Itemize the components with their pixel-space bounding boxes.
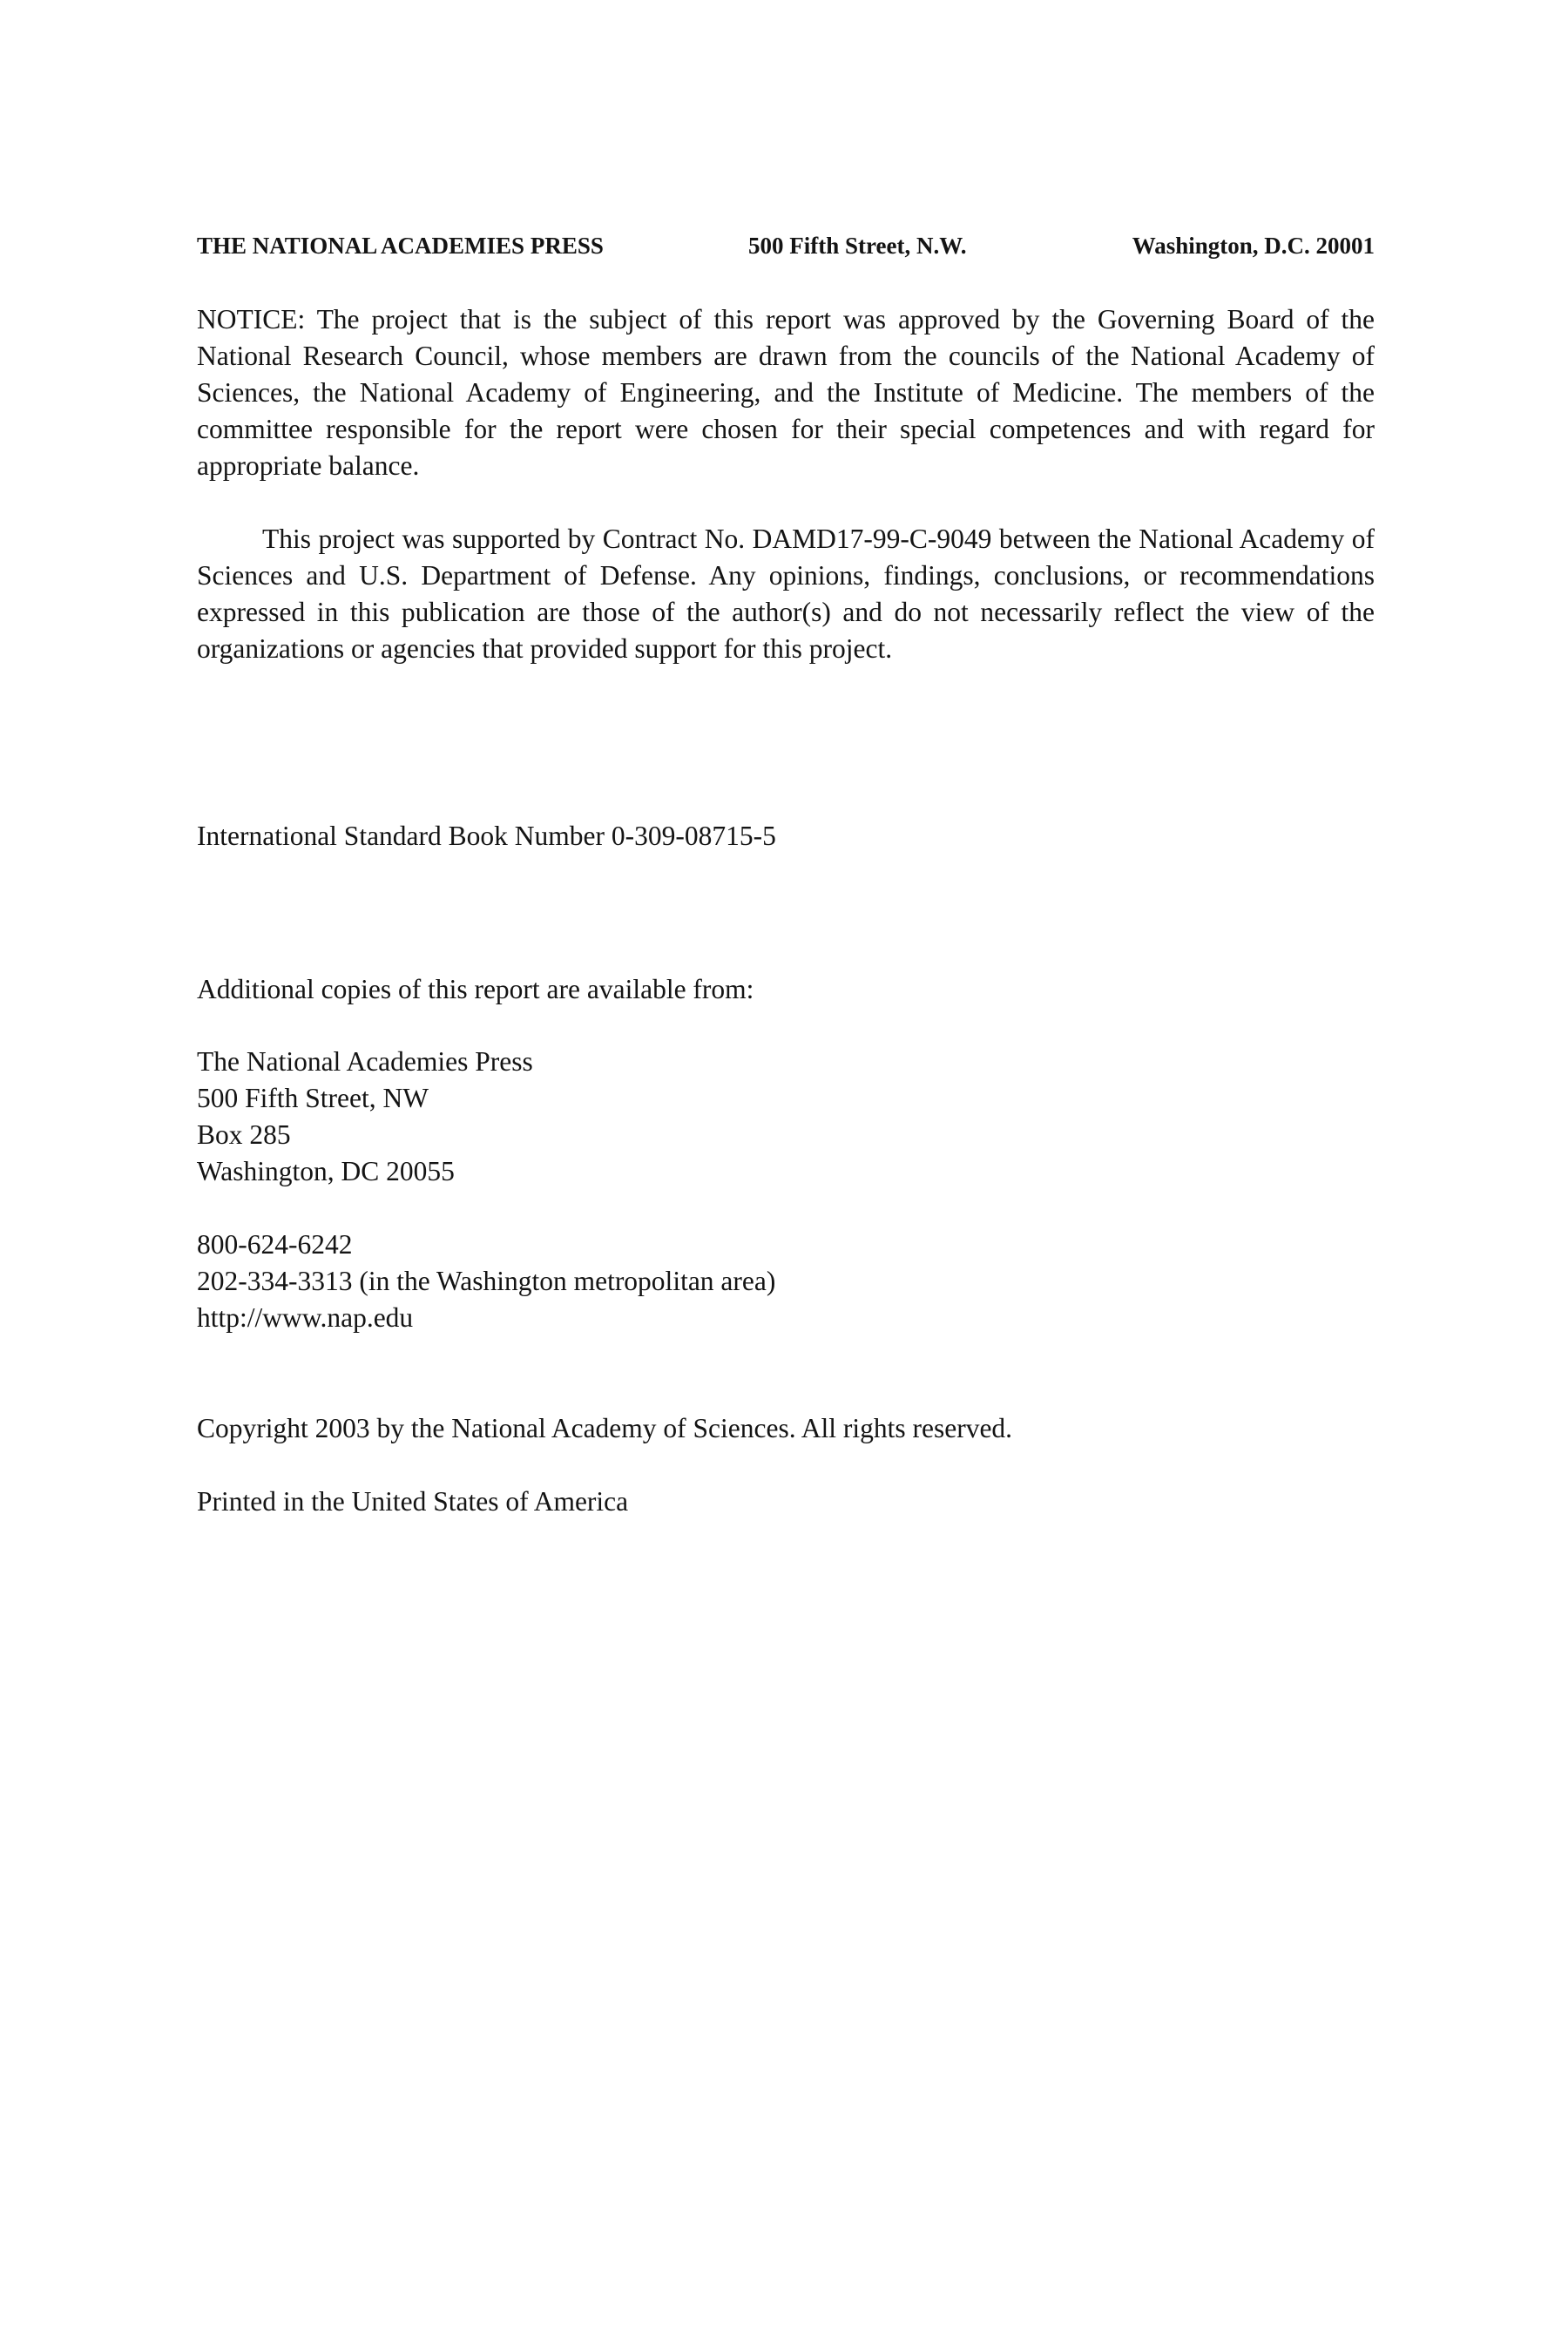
address-box: Box 285 — [197, 1119, 291, 1150]
phone-local: 202-334-3313 (in the Washington metropolitan area) — [197, 1266, 776, 1296]
phone-tollfree: 800-624-6242 — [197, 1229, 353, 1260]
publisher-street: 500 Fifth Street, N.W. — [748, 233, 967, 259]
address-city: Washington, DC 20055 — [197, 1156, 455, 1186]
copyright-line: Copyright 2003 by the National Academy of Sciences. All rights reserved. — [197, 1413, 1013, 1443]
notice-paragraph: NOTICE: The project that is the subject of this report was approved by the Governing Board of the National Research Council, whose members are drawn from the councils of the National Academy of Sciences, the National Academy of Engineering, and the Institute of Medicine. The members of the committee responsible for the report were chosen for their special competences and with regard for appropriate balance. — [197, 304, 1375, 481]
printed-line: Printed in the United States of America — [197, 1486, 629, 1517]
publisher-masthead — [197, 228, 1375, 263]
copies-heading: Additional copies of this report are available from: — [197, 974, 754, 1004]
publisher-name: THE NATIONAL ACADEMIES PRESS — [197, 233, 604, 259]
isbn-line: International Standard Book Number 0-309-08715-5 — [197, 821, 776, 851]
publisher-city: Washington, D.C. 20001 — [1132, 233, 1375, 259]
address-street: 500 Fifth Street, NW — [197, 1083, 429, 1113]
website-url: http://www.nap.edu — [197, 1302, 414, 1333]
address-name: The National Academies Press — [197, 1046, 533, 1077]
support-paragraph: This project was supported by Contract No. DAMD17-99-C-9049 between the National Academy of Sciences and U.S. Department of Defense. Any opinions, findings, conclusions, or recommendations expressed in this publication are those of the author(s) and do not necessarily reflect the view of the organizations or agencies that provided support for this project. — [197, 524, 1375, 664]
